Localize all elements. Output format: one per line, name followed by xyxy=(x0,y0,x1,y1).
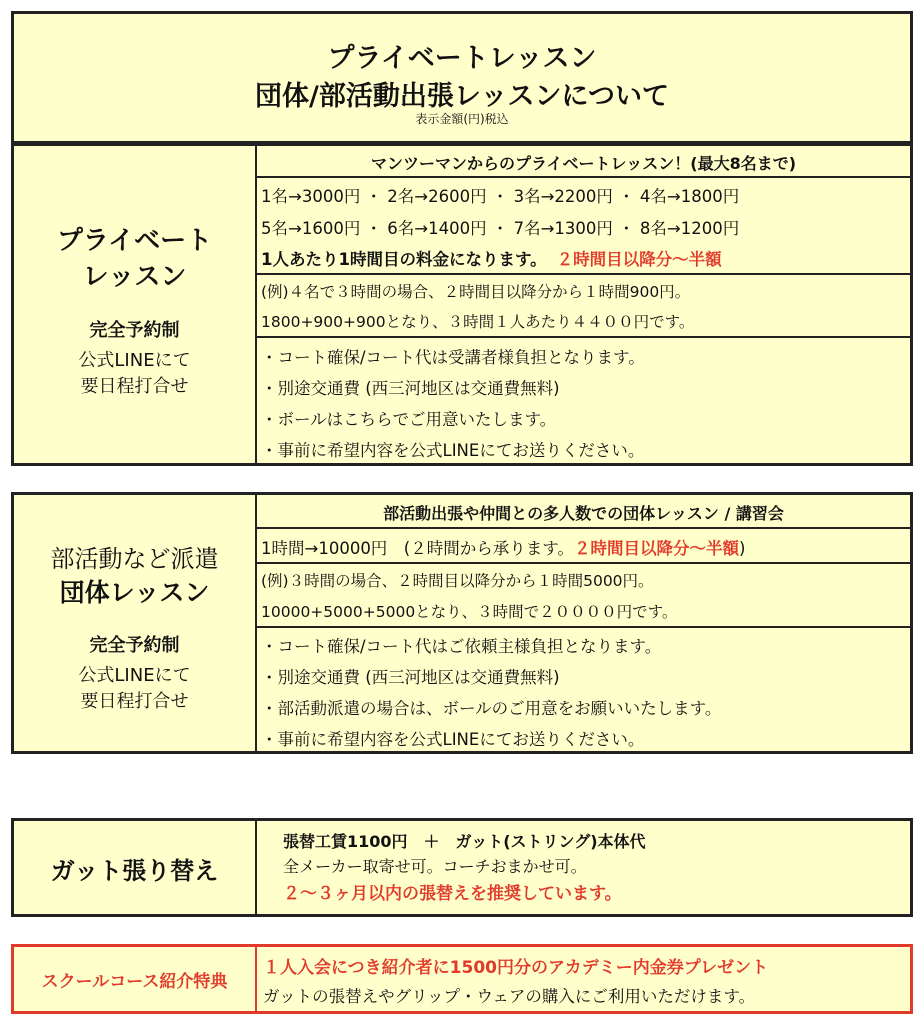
referral-line2: ガットの張替えやグリップ・ウェアの購入にご利用いただけます。 xyxy=(263,987,756,1006)
group-example-line2: 10000+5000+5000となり、３時間で２００００円です。 xyxy=(261,603,678,621)
private-note-3: ・ボールはこちらでご用意いたします。 xyxy=(261,410,557,429)
private-contact-line1: 公式LINEにて xyxy=(78,350,191,371)
private-detail-column xyxy=(257,146,910,463)
private-price-note-red: ２時間目以降分〜半額 xyxy=(556,250,722,269)
group-heading-row xyxy=(257,495,910,529)
tax-note: 表示金額(円)税込 xyxy=(415,112,509,126)
group-contact-line1: 公式LINEにて xyxy=(78,665,191,686)
group-note-1: ・コート確保/コート代はご依頼主様負担となります。 xyxy=(261,637,662,656)
gut-restring-section xyxy=(11,818,913,917)
private-heading-row xyxy=(257,146,910,178)
group-notes-block xyxy=(257,628,910,751)
group-label-line1: 部活動など派遣 xyxy=(50,545,219,573)
private-example-line1: (例)４名で３時間の場合、２時間目以降分から１時間900円。 xyxy=(261,283,691,301)
group-example-line1: (例)３時間の場合、２時間目以降分から１時間5000円。 xyxy=(261,572,654,590)
referral-detail-column xyxy=(257,947,910,1011)
group-detail-column xyxy=(257,495,910,751)
page-title-line1: プライベートレッスン xyxy=(327,43,597,74)
group-price-row xyxy=(257,529,910,564)
group-price-red: ２時間目以降分〜半額 xyxy=(573,539,739,558)
private-notes-block xyxy=(257,338,910,463)
referral-label: スクールコース紹介特典 xyxy=(41,972,228,992)
referral-label-column xyxy=(14,947,257,1011)
gut-line1: 張替工賃1100円 ＋ ガット(ストリング)本体代 xyxy=(283,832,646,851)
gut-label-column xyxy=(14,821,257,914)
private-reservation: 完全予約制 xyxy=(89,320,180,341)
private-price-note-row xyxy=(261,246,722,270)
group-price-line: 1時間→10000円 (２時間から承ります。 xyxy=(261,539,574,558)
group-label-column xyxy=(14,495,257,751)
private-label-line1: プライベート xyxy=(56,226,213,256)
header-box xyxy=(11,11,913,144)
private-example-block xyxy=(257,275,910,338)
private-label-line2: レッスン xyxy=(82,262,187,292)
private-price-block xyxy=(257,178,910,275)
group-heading: 部活動出張や仲間との多人数での団体レッスン / 講習会 xyxy=(383,504,784,523)
group-price-line-row xyxy=(261,535,745,559)
private-example-line2: 1800+900+900となり、３時間１人あたり４４００円です。 xyxy=(261,313,695,331)
private-price-line2: 5名→1600円 ・ 6名→1400円 ・ 7名→1300円 ・ 8名→1200円 xyxy=(261,219,740,238)
group-reservation: 完全予約制 xyxy=(89,635,180,656)
referral-line1: １人入会につき紹介者に1500円分のアカデミー内金券プレゼント xyxy=(263,958,769,978)
private-note-2: ・別途交通費 (西三河地区は交通費無料) xyxy=(261,379,560,398)
group-note-4: ・事前に希望内容を公式LINEにてお送りください。 xyxy=(261,730,645,749)
page-title-line2: 団体/部活動出張レッスンについて xyxy=(254,81,670,112)
private-lesson-section xyxy=(11,143,913,466)
referral-benefit-section xyxy=(11,944,913,1014)
group-contact-line2: 要日程打合せ xyxy=(80,691,189,712)
group-note-2: ・別途交通費 (西三河地区は交通費無料) xyxy=(261,668,560,687)
private-heading: マンツーマンからのプライベートレッスン！(最大8名まで) xyxy=(370,154,797,173)
private-contact-line2: 要日程打合せ xyxy=(80,376,189,397)
gut-label: ガット張り替え xyxy=(50,857,219,885)
private-label-column xyxy=(14,146,257,463)
gut-line2: 全メーカー取寄せ可。コーチおまかせ可。 xyxy=(283,857,587,876)
group-label-line2: 団体レッスン xyxy=(59,578,210,607)
private-price-note: 1人あたり1時間目の料金になります。 xyxy=(261,250,547,269)
private-note-4: ・事前に希望内容を公式LINEにてお送りください。 xyxy=(261,441,645,460)
private-note-1: ・コート確保/コート代は受講者様負担となります。 xyxy=(261,348,645,367)
group-price-close: ) xyxy=(738,539,746,558)
private-price-line1: 1名→3000円 ・ 2名→2600円 ・ 3名→2200円 ・ 4名→1800円 xyxy=(261,187,740,206)
gut-detail-column xyxy=(257,821,910,914)
gut-line3: ２〜３ヶ月以内の張替えを推奨しています。 xyxy=(283,884,622,904)
group-example-block xyxy=(257,564,910,628)
group-note-3: ・部活動派遣の場合は、ボールのご用意をお願いいたします。 xyxy=(261,699,722,718)
group-lesson-section xyxy=(11,492,913,754)
